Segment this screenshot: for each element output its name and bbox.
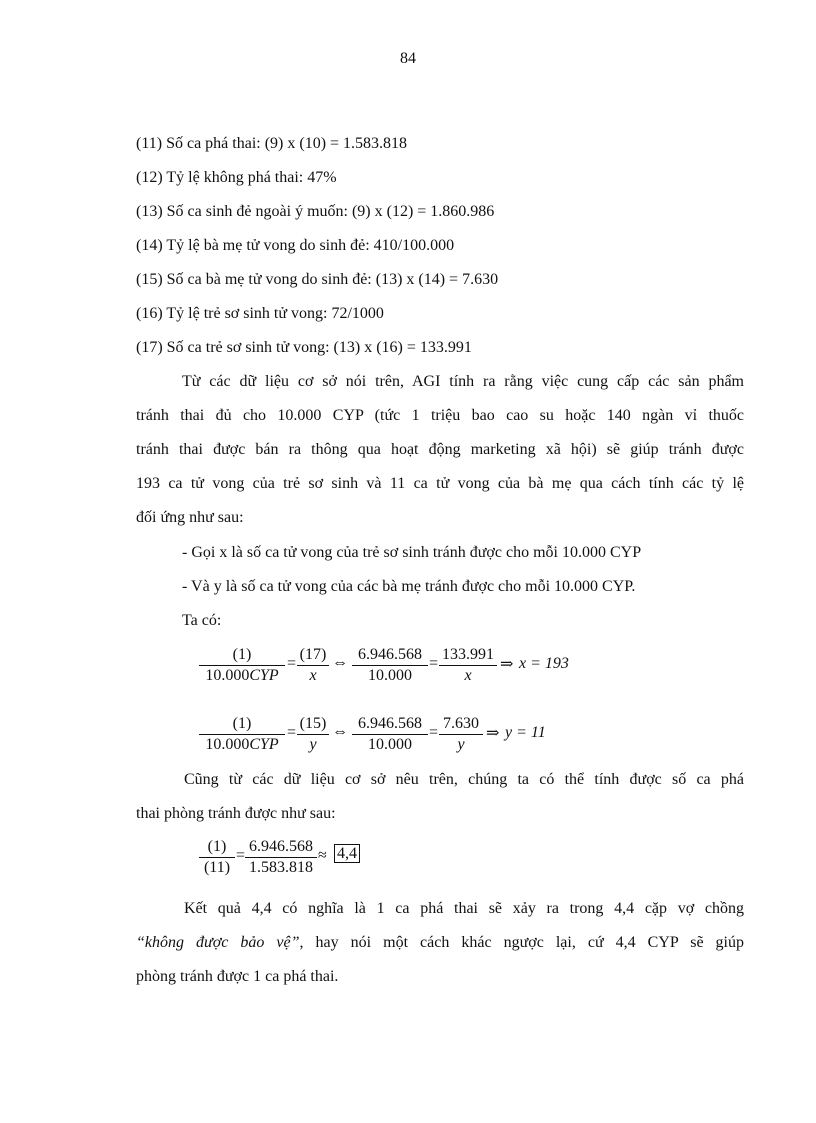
implies-symbol: ⇒ [500, 656, 514, 673]
paragraph-line: thai phòng tránh được như sau: [136, 805, 336, 822]
paragraph-line: Từ các dữ liệu cơ sở nói trên, AGI tính ra rằng việc cung cấp các sản phẩm [182, 373, 744, 390]
fraction: 6.946.568 10.000 [352, 715, 428, 754]
paragraph-line: phòng tránh được 1 ca phá thai. [136, 968, 339, 985]
fraction: (1) (11) [199, 838, 235, 877]
bullet-item: - Và y là số ca tử vong của các bà mẹ tránh được cho mỗi 10.000 CYP. [182, 578, 636, 595]
paragraph-line: đối ứng như sau: [136, 509, 244, 526]
fraction: 7.630 y [439, 715, 483, 754]
list-item: (14) Tỷ lệ bà mẹ tử vong do sinh đẻ: 410/100.000 [136, 237, 455, 254]
fraction: (15) y [297, 715, 329, 754]
boxed-result: 4,4 [334, 845, 360, 863]
equals-sign: = [429, 655, 439, 672]
fraction: (1) 10.000CYP [199, 646, 285, 685]
fraction: 6.946.568 1.583.818 [245, 838, 317, 877]
iff-symbol: ⇔ [332, 723, 348, 740]
italic-quote: “không được bảo vệ” [136, 934, 300, 951]
implies-symbol: ⇒ [486, 725, 500, 742]
paragraph-line: “không được bảo vệ”, hay nói một cách khác ngược lại, cứ 4,4 CYP sẽ giúp [136, 934, 745, 951]
list-item: (17) Số ca trẻ sơ sinh tử vong: (13) x (16) = 133.991 [136, 339, 472, 356]
paragraph-line: tránh thai được bán ra thông qua hoạt động marketing xã hội) sẽ giúp tránh được [136, 441, 744, 458]
list-item: (11) Số ca phá thai: (9) x (10) = 1.583.818 [136, 135, 408, 152]
equals-sign: = [287, 724, 297, 741]
list-item: (15) Số ca bà mẹ tử vong do sinh đẻ: (13) x (14) = 7.630 [136, 271, 499, 288]
equals-sign: = [236, 847, 246, 864]
approx-symbol: ≈ [318, 847, 327, 864]
equals-sign: = [429, 724, 439, 741]
paragraph-line: 193 ca tử vong của trẻ sơ sinh và 11 ca tử vong của bà mẹ qua cách tính các tỷ lệ [136, 475, 744, 492]
equation-result: x = 193 [519, 655, 569, 672]
page-number: 84 [400, 50, 416, 67]
list-item: (13) Số ca sinh đẻ ngoài ý muốn: (9) x (12) = 1.860.986 [136, 203, 495, 220]
list-item: (12) Tỷ lệ không phá thai: 47% [136, 169, 337, 186]
equation-result: y = 11 [505, 724, 546, 741]
fraction: 6.946.568 10.000 [352, 646, 428, 685]
fraction: (17) x [297, 646, 329, 685]
paragraph-line: Kết quả 4,4 có nghĩa là 1 ca phá thai sẽ xảy ra trong 4,4 cặp vợ chồng [184, 900, 744, 917]
paragraph-line: Cũng từ các dữ liệu cơ sở nêu trên, chúng ta có thể tính được số ca phá [184, 771, 744, 788]
iff-symbol: ⇔ [332, 654, 348, 671]
bullet-item: - Gọi x là số ca tử vong của trẻ sơ sinh tránh được cho mỗi 10.000 CYP [182, 544, 642, 561]
fraction: (1) 10.000CYP [199, 715, 285, 754]
paragraph-line: tránh thai đủ cho 10.000 CYP (tức 1 triệu bao cao su hoặc 140 ngàn vỉ thuốc [136, 407, 744, 424]
ta-co-label: Ta có: [182, 612, 222, 629]
list-item: (16) Tỷ lệ trẻ sơ sinh tử vong: 72/1000 [136, 305, 384, 322]
fraction: 133.991 x [439, 646, 497, 685]
equals-sign: = [287, 655, 297, 672]
